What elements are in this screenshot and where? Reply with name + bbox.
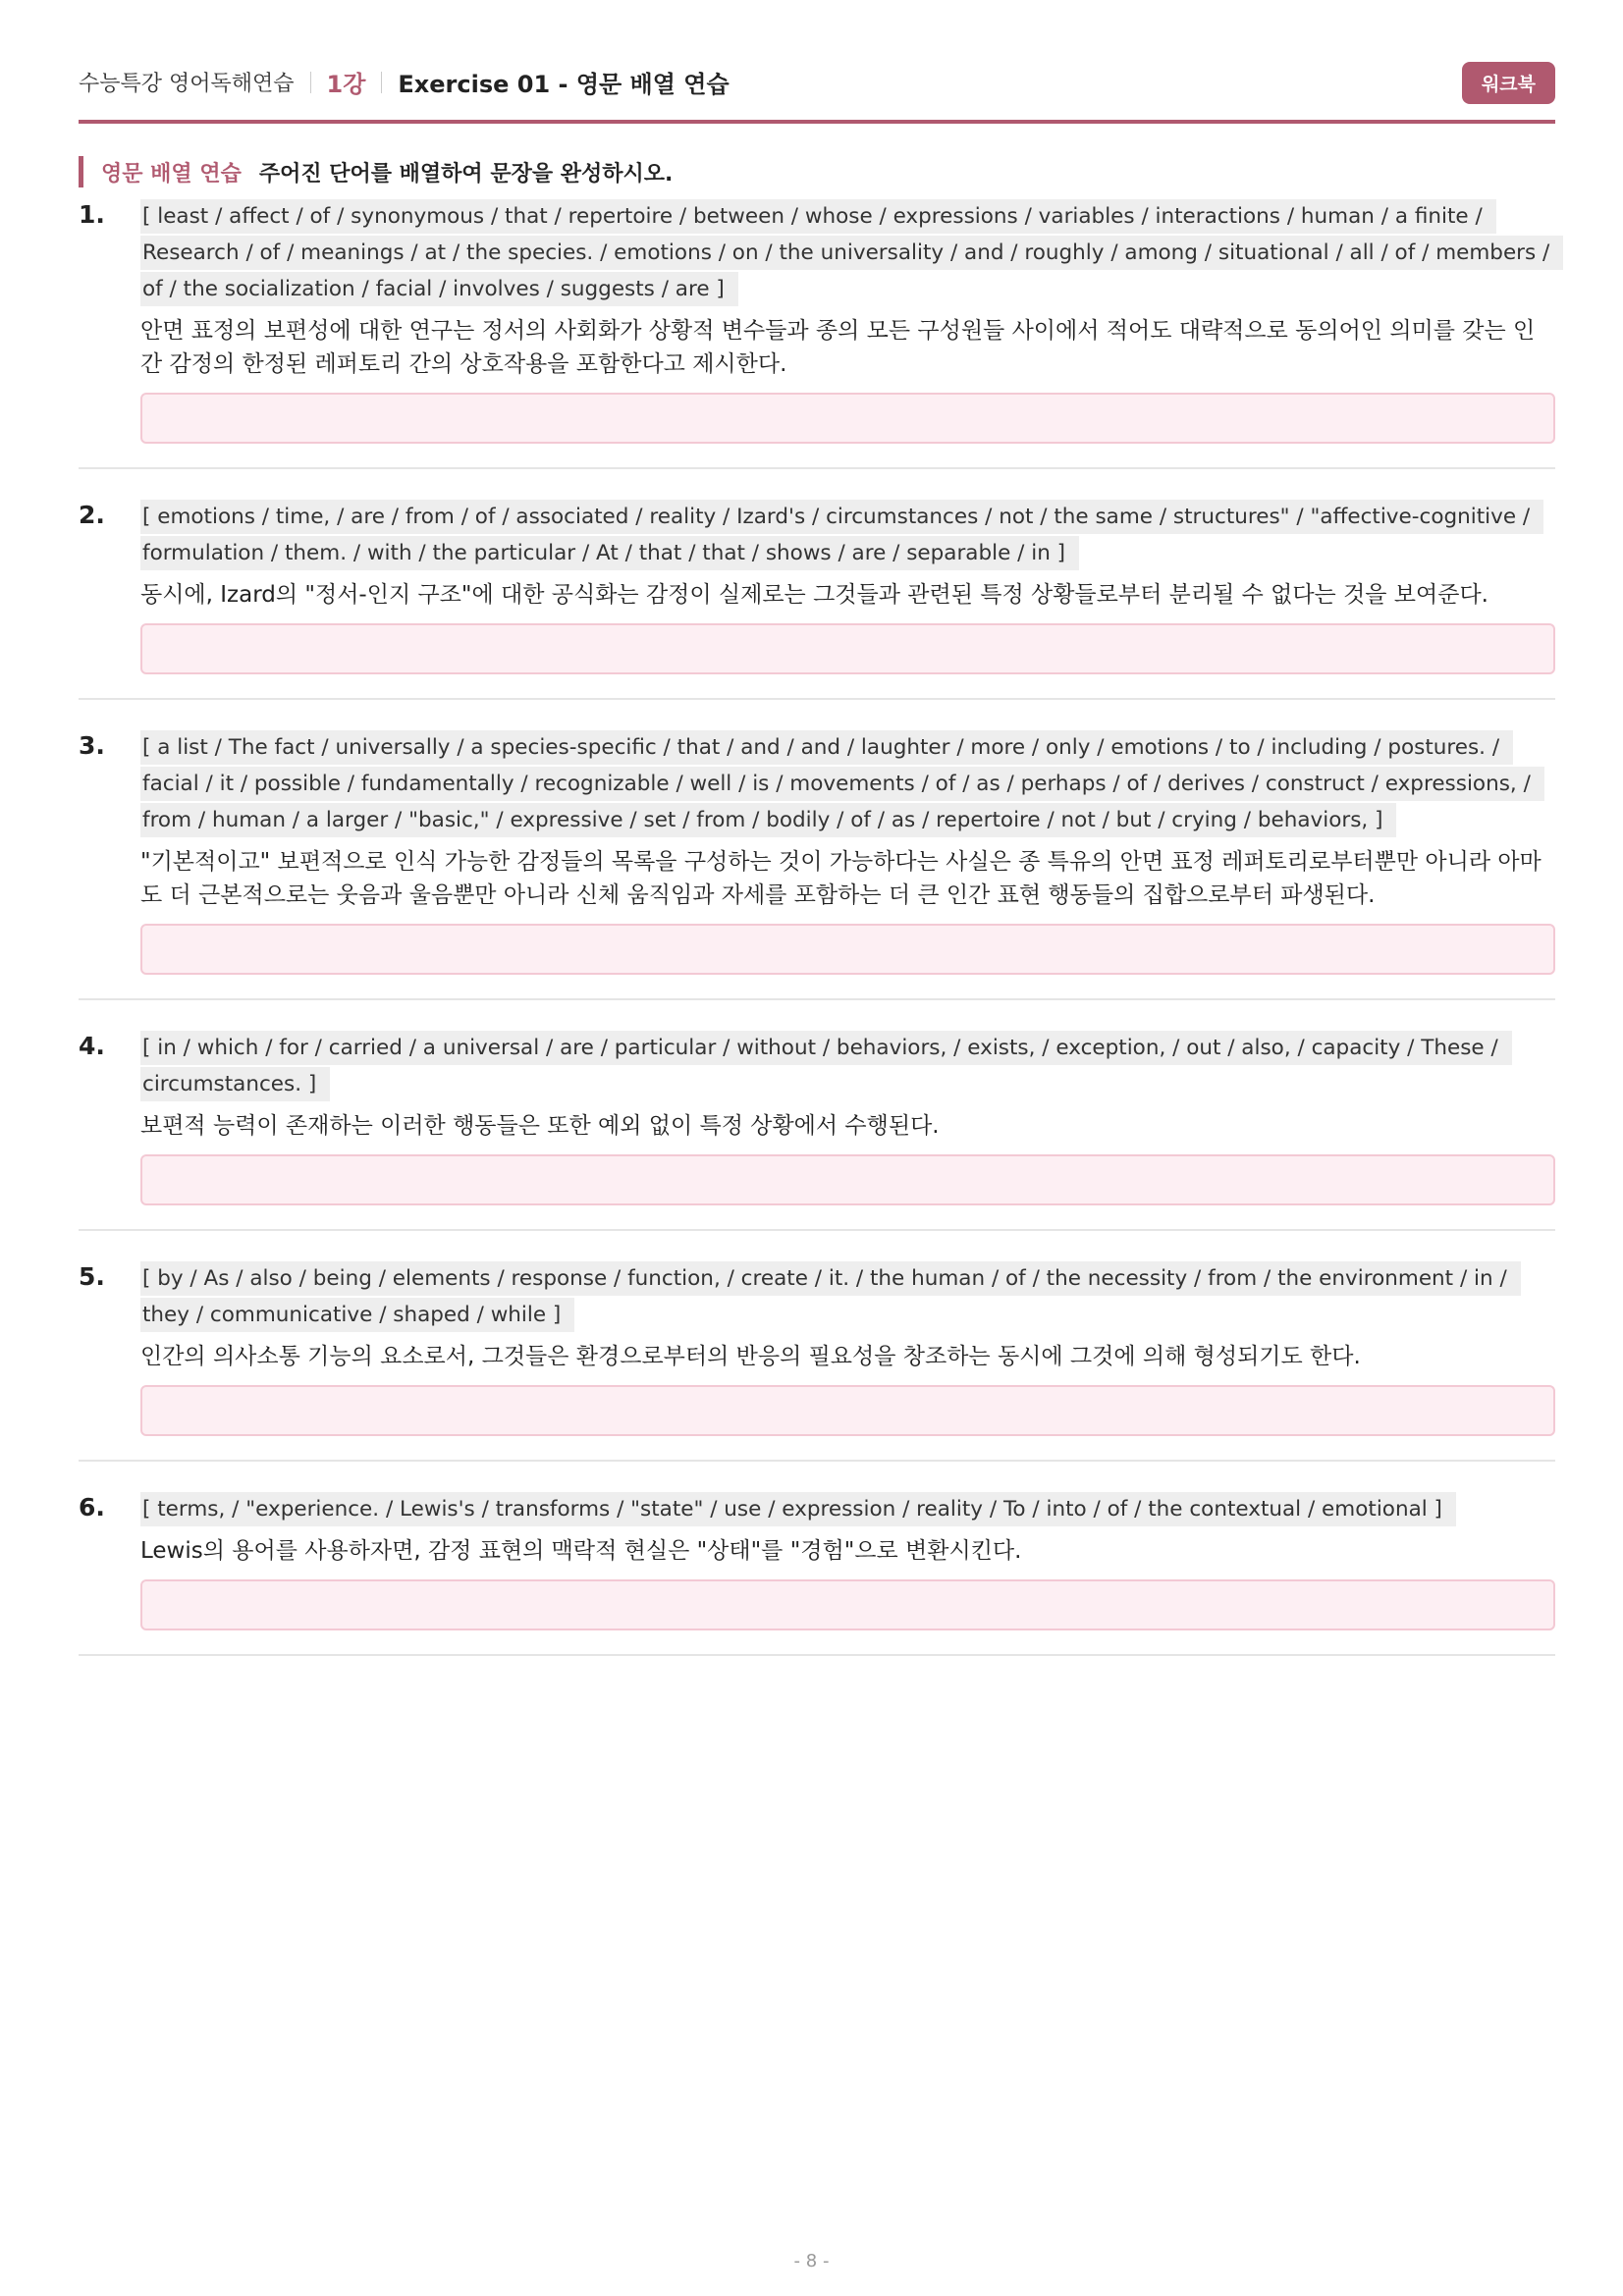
section-heading bbox=[79, 155, 1555, 188]
answer-field[interactable] bbox=[140, 623, 1555, 674]
word-bank-text: [ a list / The fact / universally / a species-specific / that / and / and / laughter / more / only / emotions / to / including / postures. / facial / it / possible / fundamentally / recognizable / well / is / movements / of / as / perhaps / of / derives / construct / expressions, / from / human / a larger / "basic," / expressive / set / from / bodily / of / as / repertoire / not / but / crying / behaviors, ] bbox=[140, 730, 1544, 837]
korean-translation: 동시에, Izard의 "정서-인지 구조"에 대한 공식화는 감정이 실제로는 그것들과 관련된 특정 상황들로부터 분리될 수 없다는 것을 보여준다. bbox=[140, 582, 1488, 608]
exercise-item bbox=[79, 1260, 1555, 1462]
korean-translation: "기본적이고" 보편적으로 인식 가능한 감정들의 목록을 구성하는 것이 가능하다는 사실은 종 특유의 안면 표정 레퍼토리로부터뿐만 아니라 아마도 더 근본적으로는 웃음과 울음뿐만 아니라 신체 움직임과 자세를 포함하는 더 큰 인간 표현 행동들의 집합으로부터 파생된다. bbox=[140, 849, 1542, 908]
book-title: 수능특강 영어독해연습 bbox=[79, 72, 295, 96]
answer-field[interactable] bbox=[140, 1579, 1555, 1630]
item-number: 1. bbox=[79, 200, 105, 229]
exercise-item bbox=[79, 1030, 1555, 1231]
workbook-badge: 워크북 bbox=[1462, 62, 1555, 104]
section-accent-bar bbox=[79, 156, 83, 187]
word-bank bbox=[140, 729, 1555, 838]
korean-translation: 안면 표정의 보편성에 대한 연구는 정서의 사회화가 상황적 변수들과 종의 모든 구성원들 사이에서 적어도 대략적으로 동의어인 의미를 갖는 인간 감정의 한정된 레퍼토리 간의 상호작용을 포함한다고 제시한다. bbox=[140, 318, 1536, 377]
answer-field[interactable] bbox=[140, 393, 1555, 444]
word-bank bbox=[140, 1030, 1555, 1102]
breadcrumb-divider bbox=[310, 72, 311, 93]
word-bank bbox=[140, 1491, 1555, 1527]
section-instruction: 주어진 단어를 배열하여 문장을 완성하시오. bbox=[258, 161, 674, 187]
word-bank-text: [ least / affect / of / synonymous / that / repertoire / between / whose / expressions / variables / interactions / human / a finite / Research / of / meanings / at / the species. / emotions / on / the universality / and / roughly / among / situational / all / of / members / of / the socialization / facial / involves / suggests / are ] bbox=[140, 199, 1563, 306]
exercise-item bbox=[79, 1491, 1555, 1656]
page-header bbox=[79, 59, 1555, 124]
korean-translation: 보편적 능력이 존재하는 이러한 행동들은 또한 예외 없이 특정 상황에서 수행된다. bbox=[140, 1113, 940, 1139]
word-bank bbox=[140, 1260, 1555, 1333]
word-bank-text: [ by / As / also / being / elements / response / function, / create / it. / the human / of / the necessity / from / the environment / in / they / communicative / shaped / while ] bbox=[140, 1261, 1521, 1332]
word-bank bbox=[140, 198, 1555, 307]
word-bank-text: [ in / which / for / carried / a universal / are / particular / without / behaviors, / exists, / exception, / out / also, / capacity / These / circumstances. ] bbox=[140, 1031, 1512, 1101]
korean-translation: Lewis의 용어를 사용하자면, 감정 표현의 맥락적 현실은 "상태"를 "경험"으로 변환시킨다. bbox=[140, 1538, 1022, 1564]
word-bank bbox=[140, 499, 1555, 571]
section-label: 영문 배열 연습 bbox=[101, 161, 242, 187]
korean-translation: 인간의 의사소통 기능의 요소로서, 그것들은 환경으로부터의 반응의 필요성을 창조하는 동시에 그것에 의해 형성되기도 한다. bbox=[140, 1344, 1361, 1369]
item-number: 3. bbox=[79, 731, 105, 760]
answer-field[interactable] bbox=[140, 924, 1555, 975]
breadcrumb-divider bbox=[381, 72, 382, 93]
item-number: 5. bbox=[79, 1262, 105, 1291]
answer-field[interactable] bbox=[140, 1385, 1555, 1436]
answer-field[interactable] bbox=[140, 1154, 1555, 1205]
word-bank-text: [ terms, / "experience. / Lewis's / transforms / "state" / use / expression / reality / To / into / of / the contextual / emotional ] bbox=[140, 1492, 1456, 1526]
workbook-page bbox=[79, 59, 1555, 1656]
item-number: 6. bbox=[79, 1493, 105, 1522]
breadcrumb bbox=[79, 65, 730, 99]
item-number: 2. bbox=[79, 501, 105, 529]
exercise-item bbox=[79, 198, 1555, 469]
exercise-item bbox=[79, 729, 1555, 1000]
exercise-item bbox=[79, 499, 1555, 700]
lesson-label: 1강 bbox=[326, 71, 366, 98]
word-bank-text: [ emotions / time, / are / from / of / associated / reality / Izard's / circumstances / not / the same / structures" / "affective-cognitive / formulation / them. / with / the particular / At / that / that / shows / are / separable / in ] bbox=[140, 500, 1543, 570]
item-number: 4. bbox=[79, 1032, 105, 1060]
page-number: - 8 - bbox=[793, 2251, 830, 2271]
exercise-title: Exercise 01 - 영문 배열 연습 bbox=[398, 71, 730, 98]
